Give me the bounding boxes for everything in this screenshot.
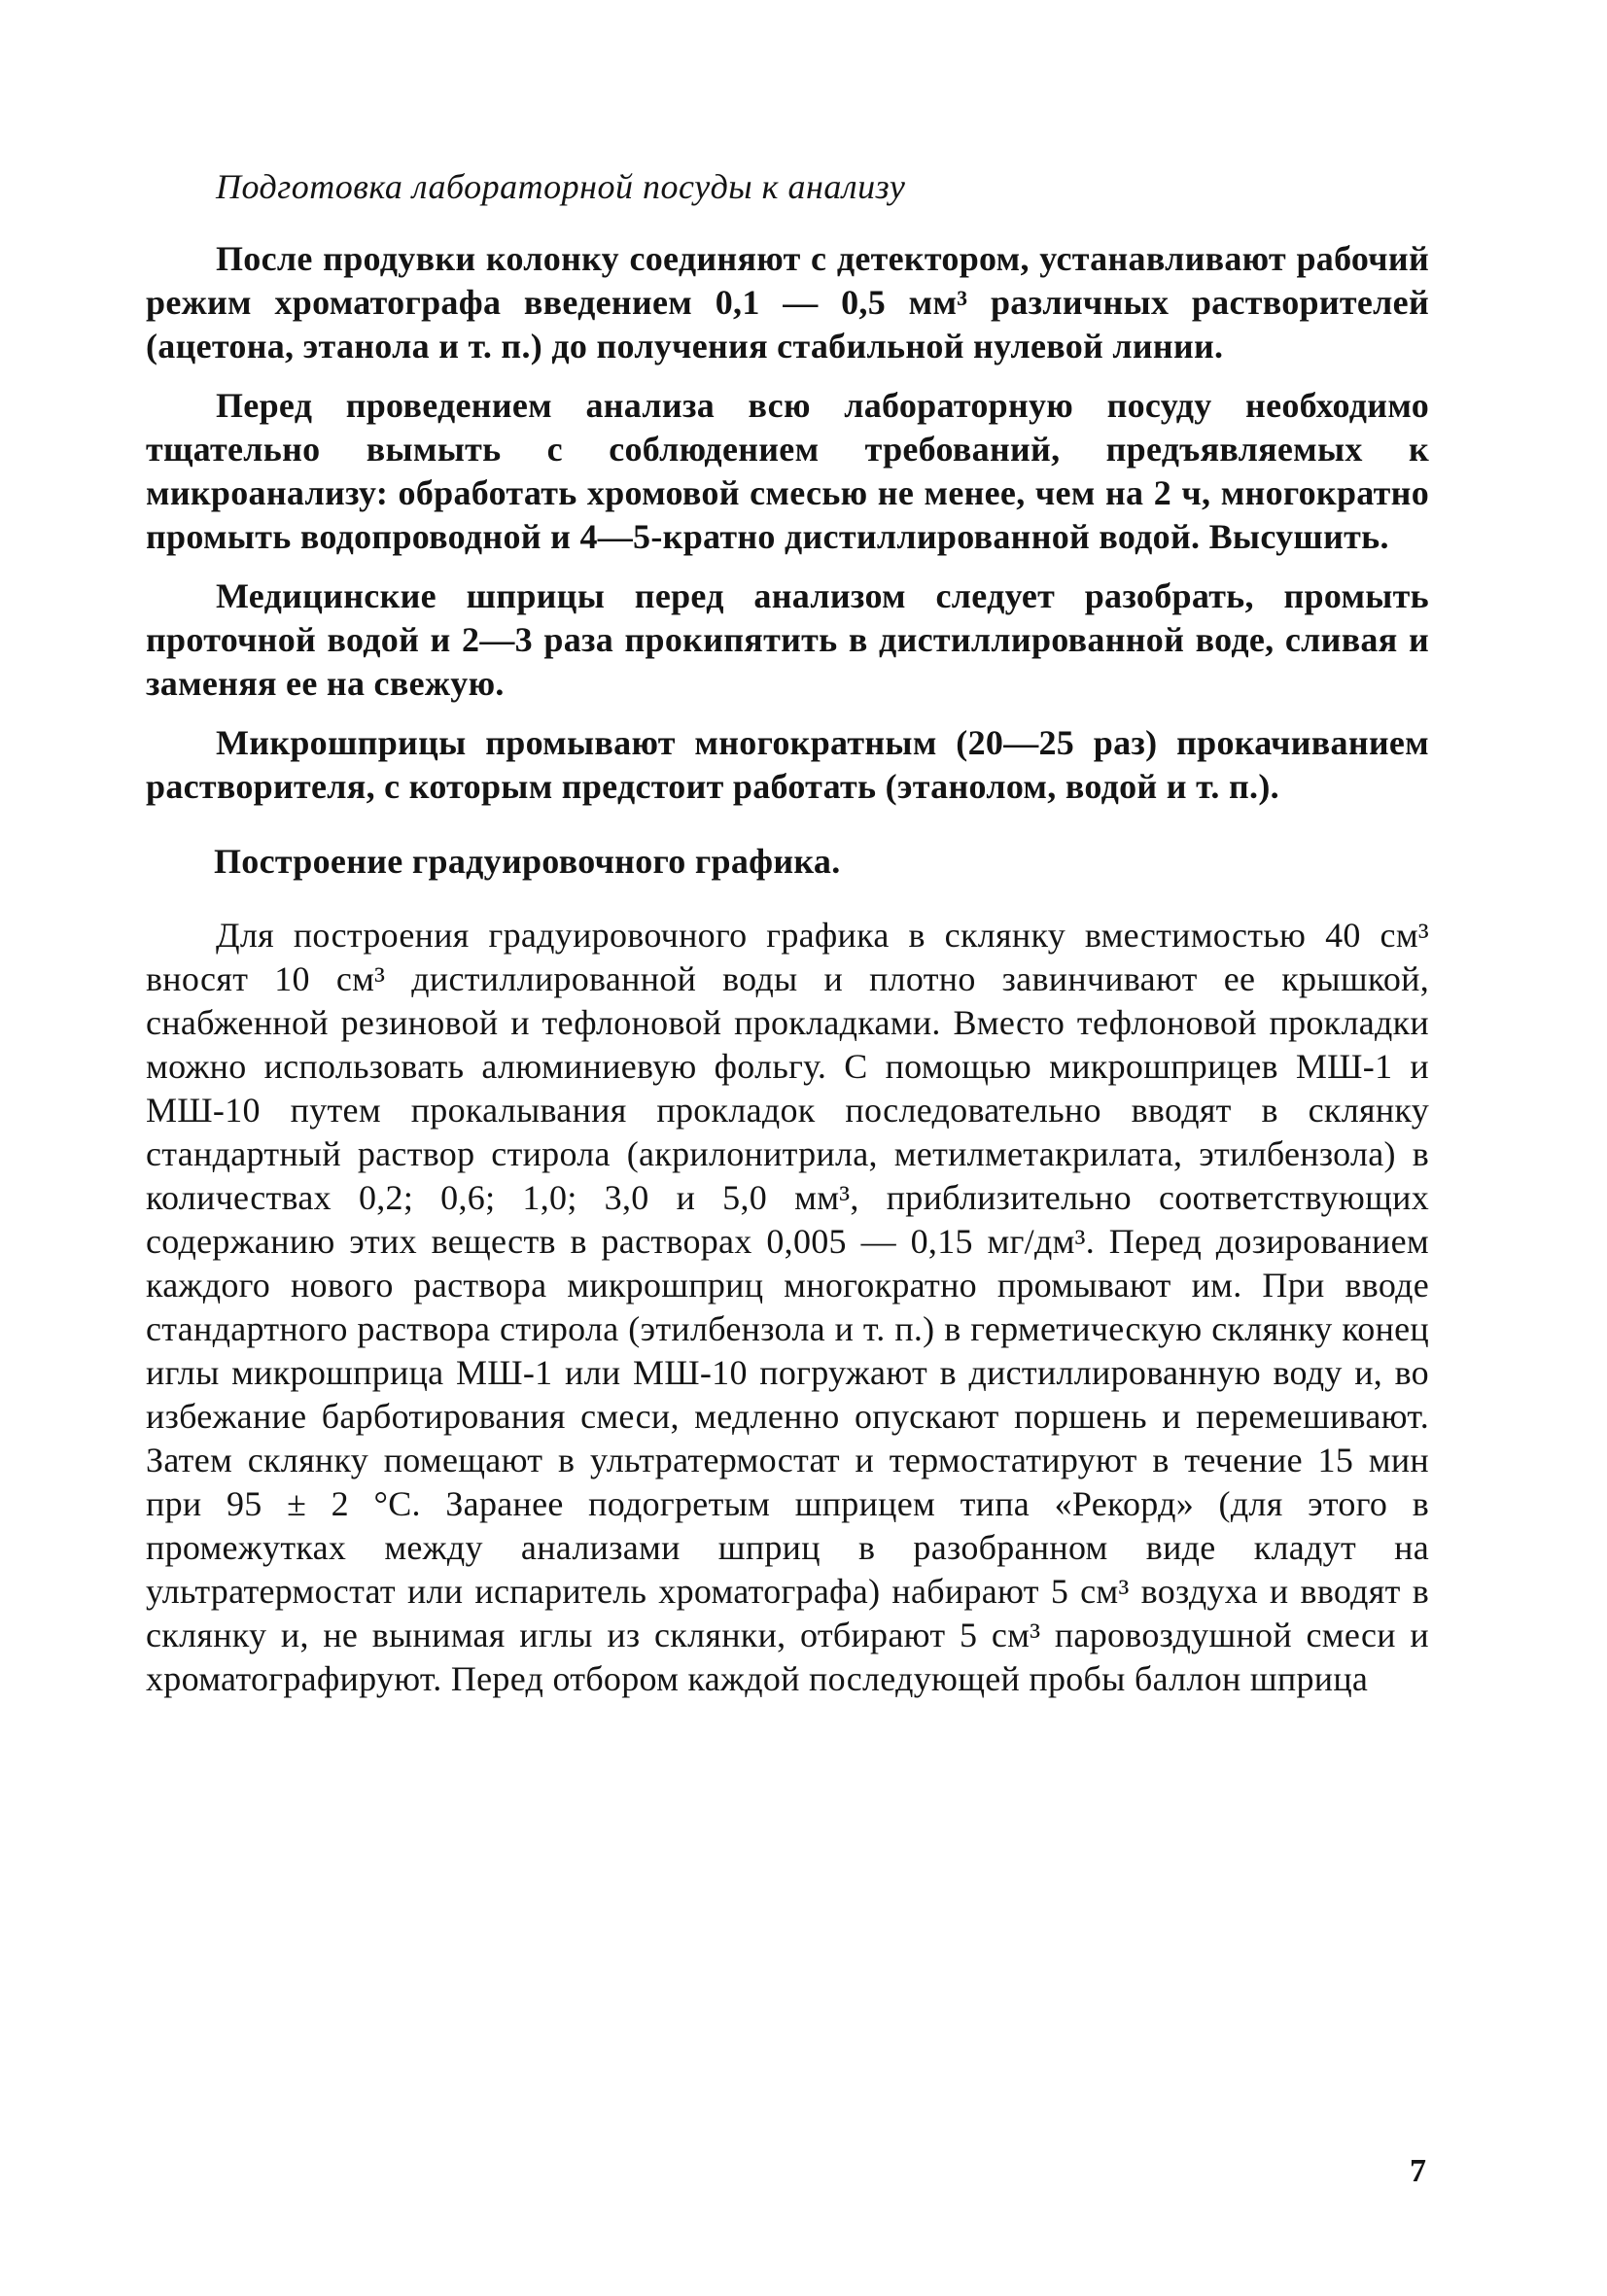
paragraph-washing-requirements: Перед проведением анализа всю лабораторную посуду необходимо тщательно вымыть с соблюдением требований, предъявляемых к микроанализу: обработать хромовой смесью не менее, чем на 2 ч, многократно промыть водопроводной и 4—5-кратно дистиллированной водой. Высушить. <box>146 386 1429 556</box>
paragraph-microsyringes: Микрошприцы промывают многократным (20—25 раз) прокачиванием растворителя, с которым предстоит работать (этанолом, водой и т. п.). <box>146 723 1429 806</box>
paragraph-medical-syringes: Медицинские шприцы перед анализом следует разобрать, промыть проточной водой и 2—3 раза прокипятить в дистиллированной воде, сливая и заменяя ее на свежую. <box>146 576 1429 703</box>
section-heading-glassware-preparation: Подготовка лабораторной посуды к анализу <box>216 167 906 206</box>
page-number: 7 <box>1410 2153 1426 2189</box>
section-heading-calibration-graph: Построение градуировочного графика. <box>214 842 841 881</box>
paragraph-column-connection: После продувки колонку соединяют с детектором, устанавливают рабочий режим хроматографа введением 0,1 — 0,5 мм³ различных растворителей (ацетона, этанола и т. п.) до получения стабильной нулевой линии. <box>146 239 1429 365</box>
page-content <box>146 165 1429 1717</box>
paragraph-calibration-procedure: Для построения градуировочного графика в склянку вместимостью 40 см³ вносят 10 см³ дистиллированной воды и плотно завинчивают ее крышкой, снабженной резиновой и тефлоновой прокладками. Вместо тефлоновой прокладки можно использовать алюминиевую фольгу. С помощью микрошприцев МШ-1 и МШ-10 путем прокалывания прокладок последовательно вводят в склянку стандартный раствор стирола (акрилонитрила, метилметакрилата, этилбензола) в количествах 0,2; 0,6; 1,0; 3,0 и 5,0 мм³, приблизительно соответствующих содержанию этих веществ в растворах 0,005 — 0,15 мг/дм³. Перед дозированием каждого нового раствора микрошприц многократно промывают им. При вводе стандартного раствора стирола (этилбензола и т. п.) в герметическую склянку конец иглы микрошприца МШ-1 или МШ-10 погружают в дистиллированную воду и, во избежание барботирования смеси, медленно опускают поршень и перемешивают. Затем склянку помещают в ультратермостат и термостатируют в течение 15 мин при 95 ± 2 °С. Заранее подогретым шприцем типа «Рекорд» (для этого в промежутках между анализами шприц в разобранном виде кладут на ультратермостат или испаритель хроматографа) набирают 5 см³ воздуха и вводят в склянку и, не вынимая иглы из склянки, отбирают 5 см³ паровоздушной смеси и хроматографируют. Перед отбором каждой последующей пробы баллон шприца <box>146 916 1429 1698</box>
